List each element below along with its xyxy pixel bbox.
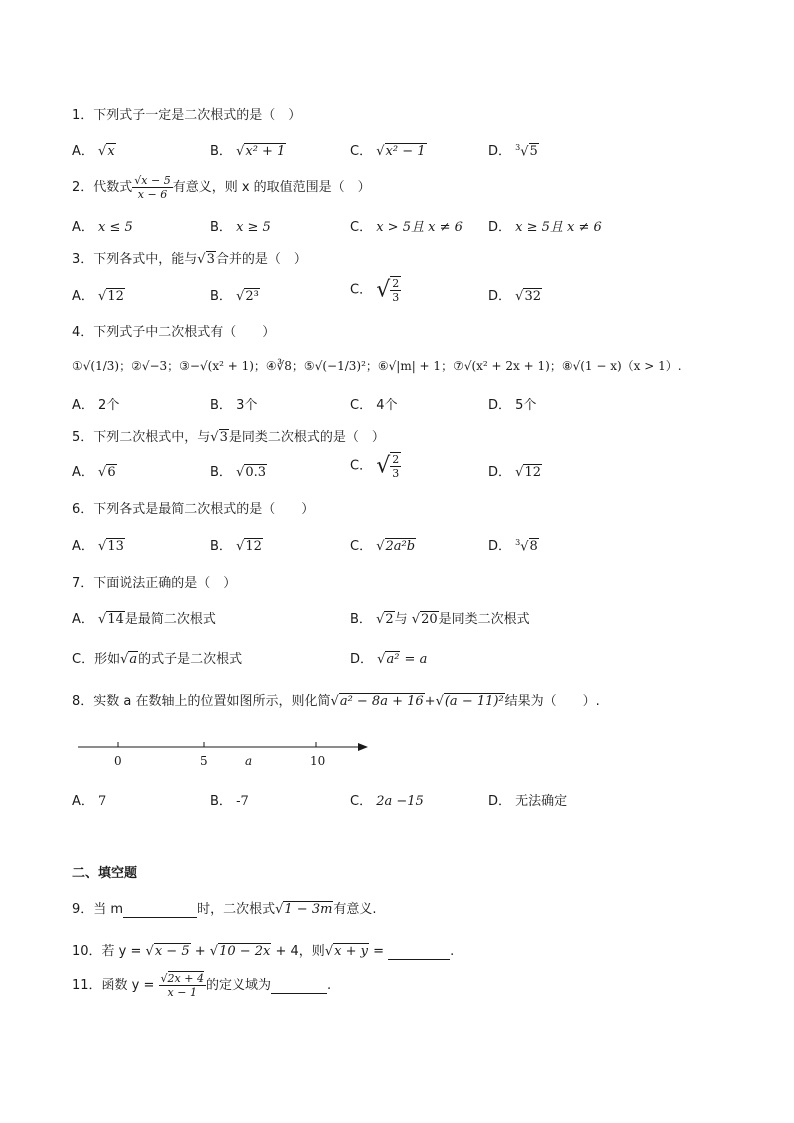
- question-7-stem: 7．下面说法正确的是（ ）: [72, 576, 237, 591]
- q3-option-b[interactable]: B． √2³: [210, 289, 259, 304]
- q5-option-b[interactable]: B． √0.3: [210, 465, 267, 480]
- question-3-stem: 3．下列各式中，能与√3合并的是（ ）: [72, 252, 307, 267]
- fraction: $\frac{√x - 5}{x - 6}$: [134, 174, 171, 201]
- q3-option-c[interactable]: C． √ $\frac{2}{3}$: [350, 277, 400, 304]
- q7-option-a[interactable]: A． √14是最简二次根式: [72, 612, 216, 627]
- q3-option-a[interactable]: A． √12: [72, 289, 124, 304]
- tick-label-0: 0: [114, 754, 122, 768]
- tick-label-10: 10: [310, 754, 326, 768]
- q7-option-b[interactable]: B． √2与 √20是同类二次根式: [350, 612, 530, 627]
- q5-option-a[interactable]: A． √6: [72, 465, 116, 480]
- q4-option-a[interactable]: A． 2个: [72, 398, 120, 413]
- number-line: [72, 735, 382, 771]
- q5-option-c[interactable]: C． √ $\frac{2}{3}$: [350, 453, 400, 480]
- q3-option-d[interactable]: D． √32: [488, 289, 541, 304]
- axis-arrow: [358, 743, 368, 751]
- question-4-items: ①√(1/3)；②√−3；③−√(x² + 1)；④∛8；⑤√(−1/3)²；⑥√|m| + 1；⑦√(x² + 2x + 1)；⑧√(1 − x)（x > 1）.: [72, 359, 682, 373]
- question-5-stem: 5．下列二次根式中，与√3是同类二次根式的是（ ）: [72, 430, 385, 445]
- fraction: $\frac{√2x + 4}{x - 1}$: [160, 972, 204, 999]
- q8-option-d[interactable]: D． 无法确定: [488, 794, 568, 809]
- q1-option-c[interactable]: C． √x² − 1: [350, 144, 426, 159]
- q2-option-c[interactable]: C． x > 5且 x ≠ 6: [350, 220, 463, 235]
- q2-option-d[interactable]: D． x ≥ 5且 x ≠ 6: [488, 220, 602, 235]
- answer-blank[interactable]: [388, 944, 450, 960]
- q7-option-c[interactable]: C．形如√a的式子是二次根式: [72, 652, 243, 667]
- q1-option-a[interactable]: A． √x: [72, 144, 115, 159]
- q8-option-a[interactable]: A． 7: [72, 794, 107, 809]
- section-2-title: 二、填空题: [72, 866, 138, 881]
- question-9: 9．当 m 时，二次根式√1 − 3m有意义.: [72, 902, 377, 917]
- q8-option-b[interactable]: B． -7: [210, 794, 249, 809]
- answer-blank[interactable]: [271, 978, 327, 994]
- question-11: 11．函数 y = $\frac{√2x + 4}{x - 1}$ 的定义域为 .: [72, 972, 332, 999]
- question-10: 10．若 y = √x − 5 + √10 − 2x + 4，则√x + y = .: [72, 944, 455, 959]
- q5-option-d[interactable]: D． √12: [488, 465, 541, 480]
- tick-label-5: 5: [200, 754, 208, 768]
- q6-option-c[interactable]: C． √2a²b: [350, 539, 416, 554]
- question-2-stem: 2．代数式 $\frac{√x - 5}{x - 6}$ 有意义，则 x 的取值范围是（ ）: [72, 174, 371, 201]
- cbrt-expression: $^3$√5: [515, 142, 538, 159]
- q2-option-b[interactable]: B． x ≥ 5: [210, 220, 271, 235]
- sqrt-expression: √x: [98, 144, 115, 159]
- sqrt-expression: √x² + 1: [236, 144, 286, 159]
- tick-label-a: a: [245, 754, 253, 768]
- sqrt-expression: √x² − 1: [376, 144, 426, 159]
- question-8-stem: 8．实数 a 在数轴上的位置如图所示，则化简√a² − 8a + 16+√(a − 11)²结果为（ ）.: [72, 694, 600, 709]
- q7-option-d[interactable]: D． √a² = a: [350, 652, 428, 667]
- q4-option-d[interactable]: D． 5个: [488, 398, 537, 413]
- q6-option-b[interactable]: B． √12: [210, 539, 262, 554]
- q6-option-a[interactable]: A． √13: [72, 539, 124, 554]
- q8-option-c[interactable]: C． 2a −15: [350, 794, 424, 809]
- q2-option-a[interactable]: A． x ≤ 5: [72, 220, 133, 235]
- q6-option-d[interactable]: D． $^3$√8: [488, 537, 538, 554]
- question-6-stem: 6．下列各式是最简二次根式的是（ ）: [72, 502, 315, 517]
- q4-option-c[interactable]: C． 4个: [350, 398, 398, 413]
- question-1-stem: 1．下列式子一定是二次根式的是（ ）: [72, 108, 302, 123]
- answer-blank[interactable]: [123, 902, 197, 918]
- q1-option-b[interactable]: B． √x² + 1: [210, 144, 286, 159]
- question-4-stem: 4．下列式子中二次根式有（ ）: [72, 325, 276, 340]
- q1-option-d[interactable]: D． $^3$√5: [488, 142, 538, 159]
- q4-option-b[interactable]: B． 3个: [210, 398, 258, 413]
